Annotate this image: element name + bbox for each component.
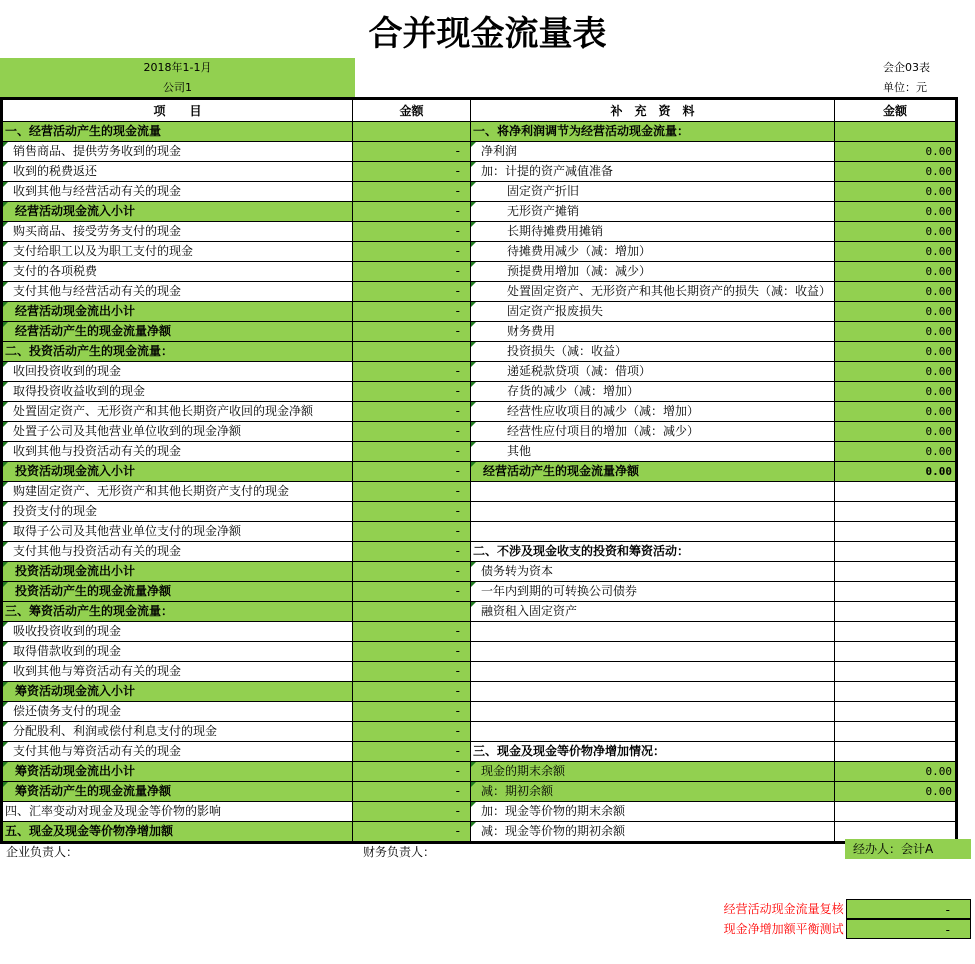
supp-item-cell[interactable]: 净利润 [471,142,835,162]
supp-amount-cell[interactable] [835,582,957,602]
table-row [2,242,957,262]
amount-cell[interactable]: - [353,222,471,242]
supp-amount-cell[interactable]: 0.00 [835,442,957,462]
amount-cell[interactable]: - [353,182,471,202]
supp-item-cell[interactable] [471,502,835,522]
item-cell[interactable]: 收到的税费返还 [2,162,353,182]
table-row [2,342,957,362]
table-row [2,282,957,302]
table-row [2,562,957,582]
item-cell[interactable]: 投资活动现金流入小计 [2,462,353,482]
table-row [2,622,957,642]
amount-cell[interactable]: - [353,822,471,843]
supp-amount-cell[interactable] [835,602,957,622]
supp-amount-cell[interactable] [835,482,957,502]
item-cell[interactable]: 取得投资收益收到的现金 [2,382,353,402]
supp-item-cell[interactable]: 处置固定资产、无形资产和其他长期资产的损失（减：收益） [471,282,835,302]
amount-cell[interactable]: - [353,502,471,522]
header-amount: 金额 [353,99,471,122]
supp-amount-cell[interactable]: 0.00 [835,182,957,202]
item-cell[interactable]: 购买商品、接受劳务支付的现金 [2,222,353,242]
item-cell[interactable]: 收回投资收到的现金 [2,362,353,382]
header-item: 项 目 [2,99,353,122]
amount-cell[interactable]: - [353,662,471,682]
table-row [2,822,957,843]
item-cell[interactable]: 一、经营活动产生的现金流量 [2,122,353,142]
amount-cell[interactable]: - [353,702,471,722]
item-cell[interactable]: 处置子公司及其他营业单位收到的现金净额 [2,422,353,442]
table-row [2,702,957,722]
table-row [2,382,957,402]
supp-amount-cell[interactable]: 0.00 [835,222,957,242]
supp-amount-cell[interactable]: 0.00 [835,782,957,802]
amount-cell[interactable]: - [353,642,471,662]
table-row [2,462,957,482]
form-meta [845,58,971,98]
handler-signature: 经办人：会计A [845,839,971,859]
supp-item-cell[interactable] [471,682,835,702]
item-cell[interactable]: 经营活动产生的现金流量净额 [2,322,353,342]
item-cell[interactable]: 支付给职工以及为职工支付的现金 [2,242,353,262]
table-row [2,142,957,162]
period-label: 2018年1-1月 [143,61,212,74]
supp-amount-cell[interactable]: 0.00 [835,242,957,262]
item-cell[interactable]: 偿还债务支付的现金 [2,702,353,722]
table-row [2,642,957,662]
finance-signature: 财务负责人： [363,845,436,859]
supp-amount-cell[interactable]: 0.00 [835,322,957,342]
item-cell[interactable]: 二、投资活动产生的现金流量： [2,342,353,362]
supp-item-cell[interactable] [471,642,835,662]
amount-cell[interactable]: - [353,802,471,822]
item-cell[interactable]: 投资活动现金流出小计 [2,562,353,582]
supp-amount-cell[interactable] [835,522,957,542]
supp-amount-cell[interactable]: 0.00 [835,262,957,282]
supp-item-cell[interactable] [471,662,835,682]
supp-item-cell[interactable]: 长期待摊费用摊销 [471,222,835,242]
table-row [2,202,957,222]
item-cell[interactable]: 筹资活动现金流出小计 [2,762,353,782]
supp-amount-cell[interactable]: 0.00 [835,362,957,382]
supp-item-cell[interactable]: 待摊费用减少（减：增加） [471,242,835,262]
supp-item-cell[interactable]: 二、不涉及现金收支的投资和筹资活动： [471,542,835,562]
supp-amount-cell[interactable]: 0.00 [835,162,957,182]
table-row [2,602,957,622]
table-header [2,99,957,122]
sheet-title: 合并现金流量表 [368,14,607,54]
supp-item-cell[interactable]: 经营性应收项目的减少（减：增加） [471,402,835,422]
supp-amount-cell[interactable]: 0.00 [835,282,957,302]
supp-item-cell[interactable]: 融资租入固定资产 [471,602,835,622]
supp-item-cell[interactable]: 经营性应付项目的增加（减：减少） [471,422,835,442]
table-row [2,182,957,202]
amount-cell[interactable]: - [353,442,471,462]
amount-cell[interactable]: - [353,402,471,422]
table-row [2,442,957,462]
head-signature: 企业负责人： [6,845,79,859]
item-cell[interactable]: 三、筹资活动产生的现金流量： [2,602,353,622]
table-row [2,402,957,422]
amount-cell[interactable]: - [353,762,471,782]
item-cell[interactable]: 吸收投资收到的现金 [2,622,353,642]
item-cell[interactable]: 支付其他与投资活动有关的现金 [2,542,353,562]
supp-amount-cell[interactable] [835,622,957,642]
table-row [2,522,957,542]
supp-amount-cell[interactable]: 0.00 [835,382,957,402]
item-cell[interactable]: 收到其他与投资活动有关的现金 [2,442,353,462]
header-supp: 补 充 资 料 [471,99,835,122]
company-label: 公司1 [163,81,192,94]
supp-item-cell[interactable]: 投资损失（减：收益） [471,342,835,362]
supp-amount-cell[interactable] [835,802,957,822]
amount-cell[interactable]: - [353,742,471,762]
table-row [2,302,957,322]
amount-cell[interactable] [353,342,471,362]
check-label: 经营活动现金流量复核 [723,902,844,916]
amount-cell[interactable]: - [353,282,471,302]
amount-cell[interactable]: - [353,622,471,642]
supp-item-cell[interactable] [471,722,835,742]
amount-cell[interactable]: - [353,682,471,702]
item-cell[interactable]: 处置固定资产、无形资产和其他长期资产收回的现金净额 [2,402,353,422]
check-row [600,899,971,919]
table-row [2,122,957,142]
check-label: 现金净增加额平衡测试 [723,922,844,936]
supp-amount-cell[interactable] [835,662,957,682]
table-row [2,722,957,742]
supp-item-cell[interactable]: 无形资产摊销 [471,202,835,222]
supp-item-cell[interactable] [471,522,835,542]
amount-cell[interactable]: - [353,782,471,802]
amount-cell[interactable]: - [353,522,471,542]
item-cell[interactable]: 筹资活动现金流入小计 [2,682,353,702]
table-row [2,362,957,382]
form-number: 会企03表 [883,61,930,74]
item-cell[interactable]: 支付其他与经营活动有关的现金 [2,282,353,302]
table-row [2,162,957,182]
table-row [2,582,957,602]
item-cell[interactable]: 支付的各项税费 [2,262,353,282]
supp-amount-cell[interactable] [835,642,957,662]
item-cell[interactable]: 五、现金及现金等价物净增加额 [2,822,353,843]
item-cell[interactable]: 筹资活动产生的现金流量净额 [2,782,353,802]
supp-amount-cell[interactable] [835,542,957,562]
amount-cell[interactable] [353,602,471,622]
amount-cell[interactable]: - [353,422,471,442]
supp-amount-cell[interactable] [835,122,957,142]
item-cell[interactable]: 四、汇率变动对现金及现金等价物的影响 [2,802,353,822]
item-cell[interactable]: 支付其他与筹资活动有关的现金 [2,742,353,762]
supp-item-cell[interactable]: 一年内到期的可转换公司债券 [471,582,835,602]
supp-item-cell[interactable]: 一、将净利润调节为经营活动现金流量： [471,122,835,142]
supp-amount-cell[interactable]: 0.00 [835,422,957,442]
table-row [2,542,957,562]
table-row [2,762,957,782]
amount-cell[interactable]: - [353,302,471,322]
supp-amount-cell[interactable]: 0.00 [835,342,957,362]
unit-label: 单位：元 [883,81,927,94]
amount-cell[interactable]: - [353,482,471,502]
amount-cell[interactable]: - [353,242,471,262]
table-row [2,422,957,442]
amount-cell[interactable] [353,122,471,142]
supp-amount-cell[interactable]: 0.00 [835,462,957,482]
supp-item-cell[interactable]: 固定资产报废损失 [471,302,835,322]
supp-item-cell[interactable]: 其他 [471,442,835,462]
supp-item-cell[interactable]: 减：现金等价物的期初余额 [471,822,835,843]
item-cell[interactable]: 取得借款收到的现金 [2,642,353,662]
amount-cell[interactable]: - [353,722,471,742]
supp-amount-cell[interactable]: 0.00 [835,202,957,222]
amount-cell[interactable]: - [353,362,471,382]
supp-amount-cell[interactable] [835,742,957,762]
table-row [2,682,957,702]
check-value[interactable]: - [846,899,971,919]
supp-item-cell[interactable]: 经营活动产生的现金流量净额 [471,462,835,482]
header-supp-amount: 金额 [835,99,957,122]
table-row [2,482,957,502]
amount-cell[interactable]: - [353,202,471,222]
item-cell[interactable]: 收到其他与筹资活动有关的现金 [2,662,353,682]
supp-amount-cell[interactable]: 0.00 [835,302,957,322]
supp-item-cell[interactable]: 三、现金及现金等价物净增加情况： [471,742,835,762]
supp-item-cell[interactable]: 固定资产折旧 [471,182,835,202]
cash-flow-table [0,97,958,844]
supp-item-cell[interactable]: 债务转为资本 [471,562,835,582]
supp-amount-cell[interactable]: 0.00 [835,142,957,162]
table-row [2,782,957,802]
table-row [2,502,957,522]
table-row [2,262,957,282]
amount-cell[interactable]: - [353,142,471,162]
supp-item-cell[interactable] [471,622,835,642]
item-cell[interactable]: 收到其他与经营活动有关的现金 [2,182,353,202]
item-cell[interactable]: 经营活动现金流入小计 [2,202,353,222]
check-row [600,919,971,939]
supp-item-cell[interactable]: 预提费用增加（减：减少） [471,262,835,282]
supp-amount-cell[interactable] [835,722,957,742]
amount-cell[interactable]: - [353,322,471,342]
item-cell[interactable]: 购建固定资产、无形资产和其他长期资产支付的现金 [2,482,353,502]
supp-item-cell[interactable]: 财务费用 [471,322,835,342]
item-cell[interactable]: 经营活动现金流出小计 [2,302,353,322]
supp-amount-cell[interactable]: 0.00 [835,762,957,782]
period-block[interactable] [0,58,355,98]
item-cell[interactable]: 投资活动产生的现金流量净额 [2,582,353,602]
supp-item-cell[interactable]: 现金的期末余额 [471,762,835,782]
amount-cell[interactable]: - [353,562,471,582]
amount-cell[interactable]: - [353,542,471,562]
table-row [2,802,957,822]
amount-cell[interactable]: - [353,382,471,402]
item-cell[interactable]: 销售商品、提供劳务收到的现金 [2,142,353,162]
item-cell[interactable]: 分配股利、利润或偿付利息支付的现金 [2,722,353,742]
amount-cell[interactable]: - [353,462,471,482]
supp-amount-cell[interactable] [835,562,957,582]
table-row [2,222,957,242]
amount-cell[interactable]: - [353,262,471,282]
supp-amount-cell[interactable] [835,502,957,522]
check-area [600,899,971,939]
supp-item-cell[interactable]: 加：现金等价物的期末余额 [471,802,835,822]
supp-item-cell[interactable]: 减：期初余额 [471,782,835,802]
supp-item-cell[interactable]: 递延税款贷项（减：借项） [471,362,835,382]
check-value[interactable]: - [846,919,971,939]
table-row [2,322,957,342]
supp-item-cell[interactable] [471,482,835,502]
supp-item-cell[interactable]: 存货的减少（减：增加） [471,382,835,402]
item-cell[interactable]: 取得子公司及其他营业单位支付的现金净额 [2,522,353,542]
supp-amount-cell[interactable] [835,702,957,722]
supp-amount-cell[interactable] [835,682,957,702]
supp-item-cell[interactable] [471,702,835,722]
supp-item-cell[interactable]: 加：计提的资产减值准备 [471,162,835,182]
table-row [2,742,957,762]
amount-cell[interactable]: - [353,582,471,602]
table-row [2,662,957,682]
supp-amount-cell[interactable]: 0.00 [835,402,957,422]
item-cell[interactable]: 投资支付的现金 [2,502,353,522]
amount-cell[interactable]: - [353,162,471,182]
